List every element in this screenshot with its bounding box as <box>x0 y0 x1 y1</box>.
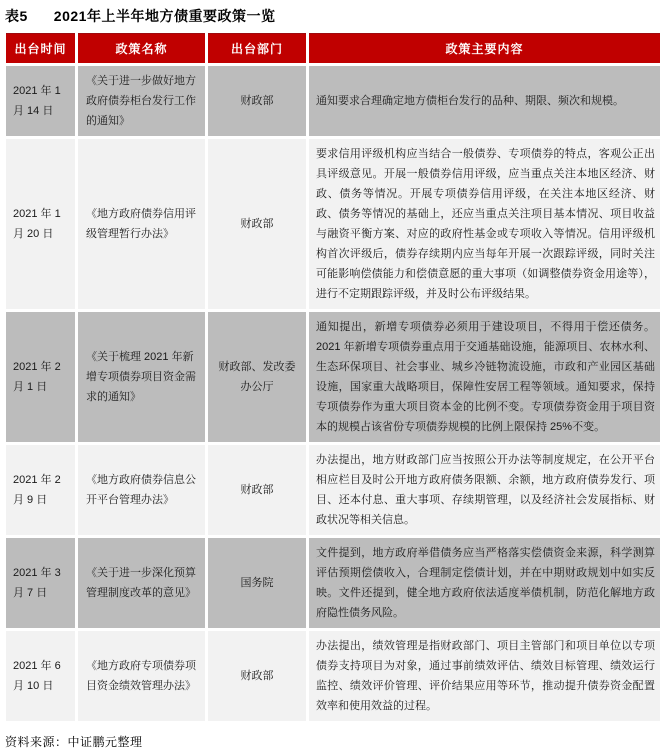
table-number-label: 表5 <box>5 8 28 24</box>
policy-summary: 文件提到，地方政府举借债务应当严格落实偿债资金来源，科学测算评估预期偿债收入，合理制定偿债计划，并在中期财政规划中如实反映。文件还提到，健全地方政府依法适度举债机制，防范化解地方政府隐性债务风险。 <box>308 537 662 630</box>
policy-name: 《地方政府专项债券项目资金绩效管理办法》 <box>77 630 207 723</box>
policy-name: 《关于进一步深化预算管理制度改革的意见》 <box>77 537 207 630</box>
column-header-policy-name: 政策名称 <box>77 34 207 65</box>
policy-date: 2021 年 1 月 14 日 <box>5 65 77 138</box>
policy-department: 财政部 <box>207 630 308 723</box>
policy-date: 2021 年 2 月 1 日 <box>5 311 77 444</box>
page-title <box>5 6 660 26</box>
policy-name: 《地方政府债券信息公开平台管理办法》 <box>77 444 207 537</box>
policy-date: 2021 年 6 月 10 日 <box>5 630 77 723</box>
policy-department: 财政部 <box>207 444 308 537</box>
policy-name: 《地方政府债券信用评级管理暂行办法》 <box>77 138 207 311</box>
table-row <box>5 630 662 723</box>
policy-department: 财政部、发改委办公厅 <box>207 311 308 444</box>
policy-summary: 办法提出，地方财政部门应当按照公开办法等制度规定，在公开平台相应栏目及时公开地方政府债务限额、余额，地方政府债券发行、项目、还本付息、重大事项、存续期管理，以及经济社会发展指标、财政状况等相关信息。 <box>308 444 662 537</box>
policy-name: 《关于进一步做好地方政府债券柜台发行工作的通知》 <box>77 65 207 138</box>
policy-summary: 办法提出，绩效管理是指财政部门、项目主管部门和项目单位以专项债券支持项目为对象，通过事前绩效评估、绩效目标管理、绩效运行监控、绩效评价管理、评价结果应用等环节，推动提升债券资金配置效率和使用效益的过程。 <box>308 630 662 723</box>
policy-date: 2021 年 1 月 20 日 <box>5 138 77 311</box>
policy-date: 2021 年 3 月 7 日 <box>5 537 77 630</box>
policy-name: 《关于梳理 2021 年新增专项债券项目资金需求的通知》 <box>77 311 207 444</box>
policy-department: 财政部 <box>207 65 308 138</box>
column-header-main-content: 政策主要内容 <box>308 34 662 65</box>
policy-table <box>3 33 663 724</box>
table-row <box>5 311 662 444</box>
policy-summary: 要求信用评级机构应当结合一般债券、专项债券的特点，客观公正出具评级意见。开展一般债券信用评级，应当重点关注本地区经济、财政、债务等情况。开展专项债券信用评级，在关注本地区经济、财政、债务等情况的基础上，还应当重点关注项目基本情况、项目收益与融资平衡方案、对应的政府性基金或专项收入等情况。信用评级机构首次评级后，债券存续期内应当每年开展一次跟踪评级，同时关注可能影响偿债能力和偿债意愿的重大事项（如调整债券资金用途等），进行不定期跟踪评级，并及时公布评级结果。 <box>308 138 662 311</box>
policy-department: 财政部 <box>207 138 308 311</box>
table-row <box>5 444 662 537</box>
table-row <box>5 65 662 138</box>
column-header-date: 出台时间 <box>5 34 77 65</box>
table-title-text: 2021年上半年地方债重要政策一览 <box>53 8 276 24</box>
table-header-row <box>5 34 662 65</box>
column-header-department: 出台部门 <box>207 34 308 65</box>
table-row <box>5 138 662 311</box>
policy-summary: 通知提出，新增专项债券必须用于建设项目，不得用于偿还债务。2021 年新增专项债券重点用于交通基础设施，能源项目、农林水利、生态环保项目、社会事业、城乡冷链物流设施，市政和产业园区基础设施，国家重大战略项目，保障性安居工程等领域。通知要求，保持专项债券作为重大项目资本金的比例不变。专项债券资金用于项目资本的规模占该省份专项债券规模的比例上限保持 25%不变。 <box>308 311 662 444</box>
table-row <box>5 537 662 630</box>
policy-summary: 通知要求合理确定地方债柜台发行的品种、期限、频次和规模。 <box>308 65 662 138</box>
policy-department: 国务院 <box>207 537 308 630</box>
policy-date: 2021 年 2 月 9 日 <box>5 444 77 537</box>
source-note: 资料来源：中证鹏元整理 <box>5 735 143 749</box>
